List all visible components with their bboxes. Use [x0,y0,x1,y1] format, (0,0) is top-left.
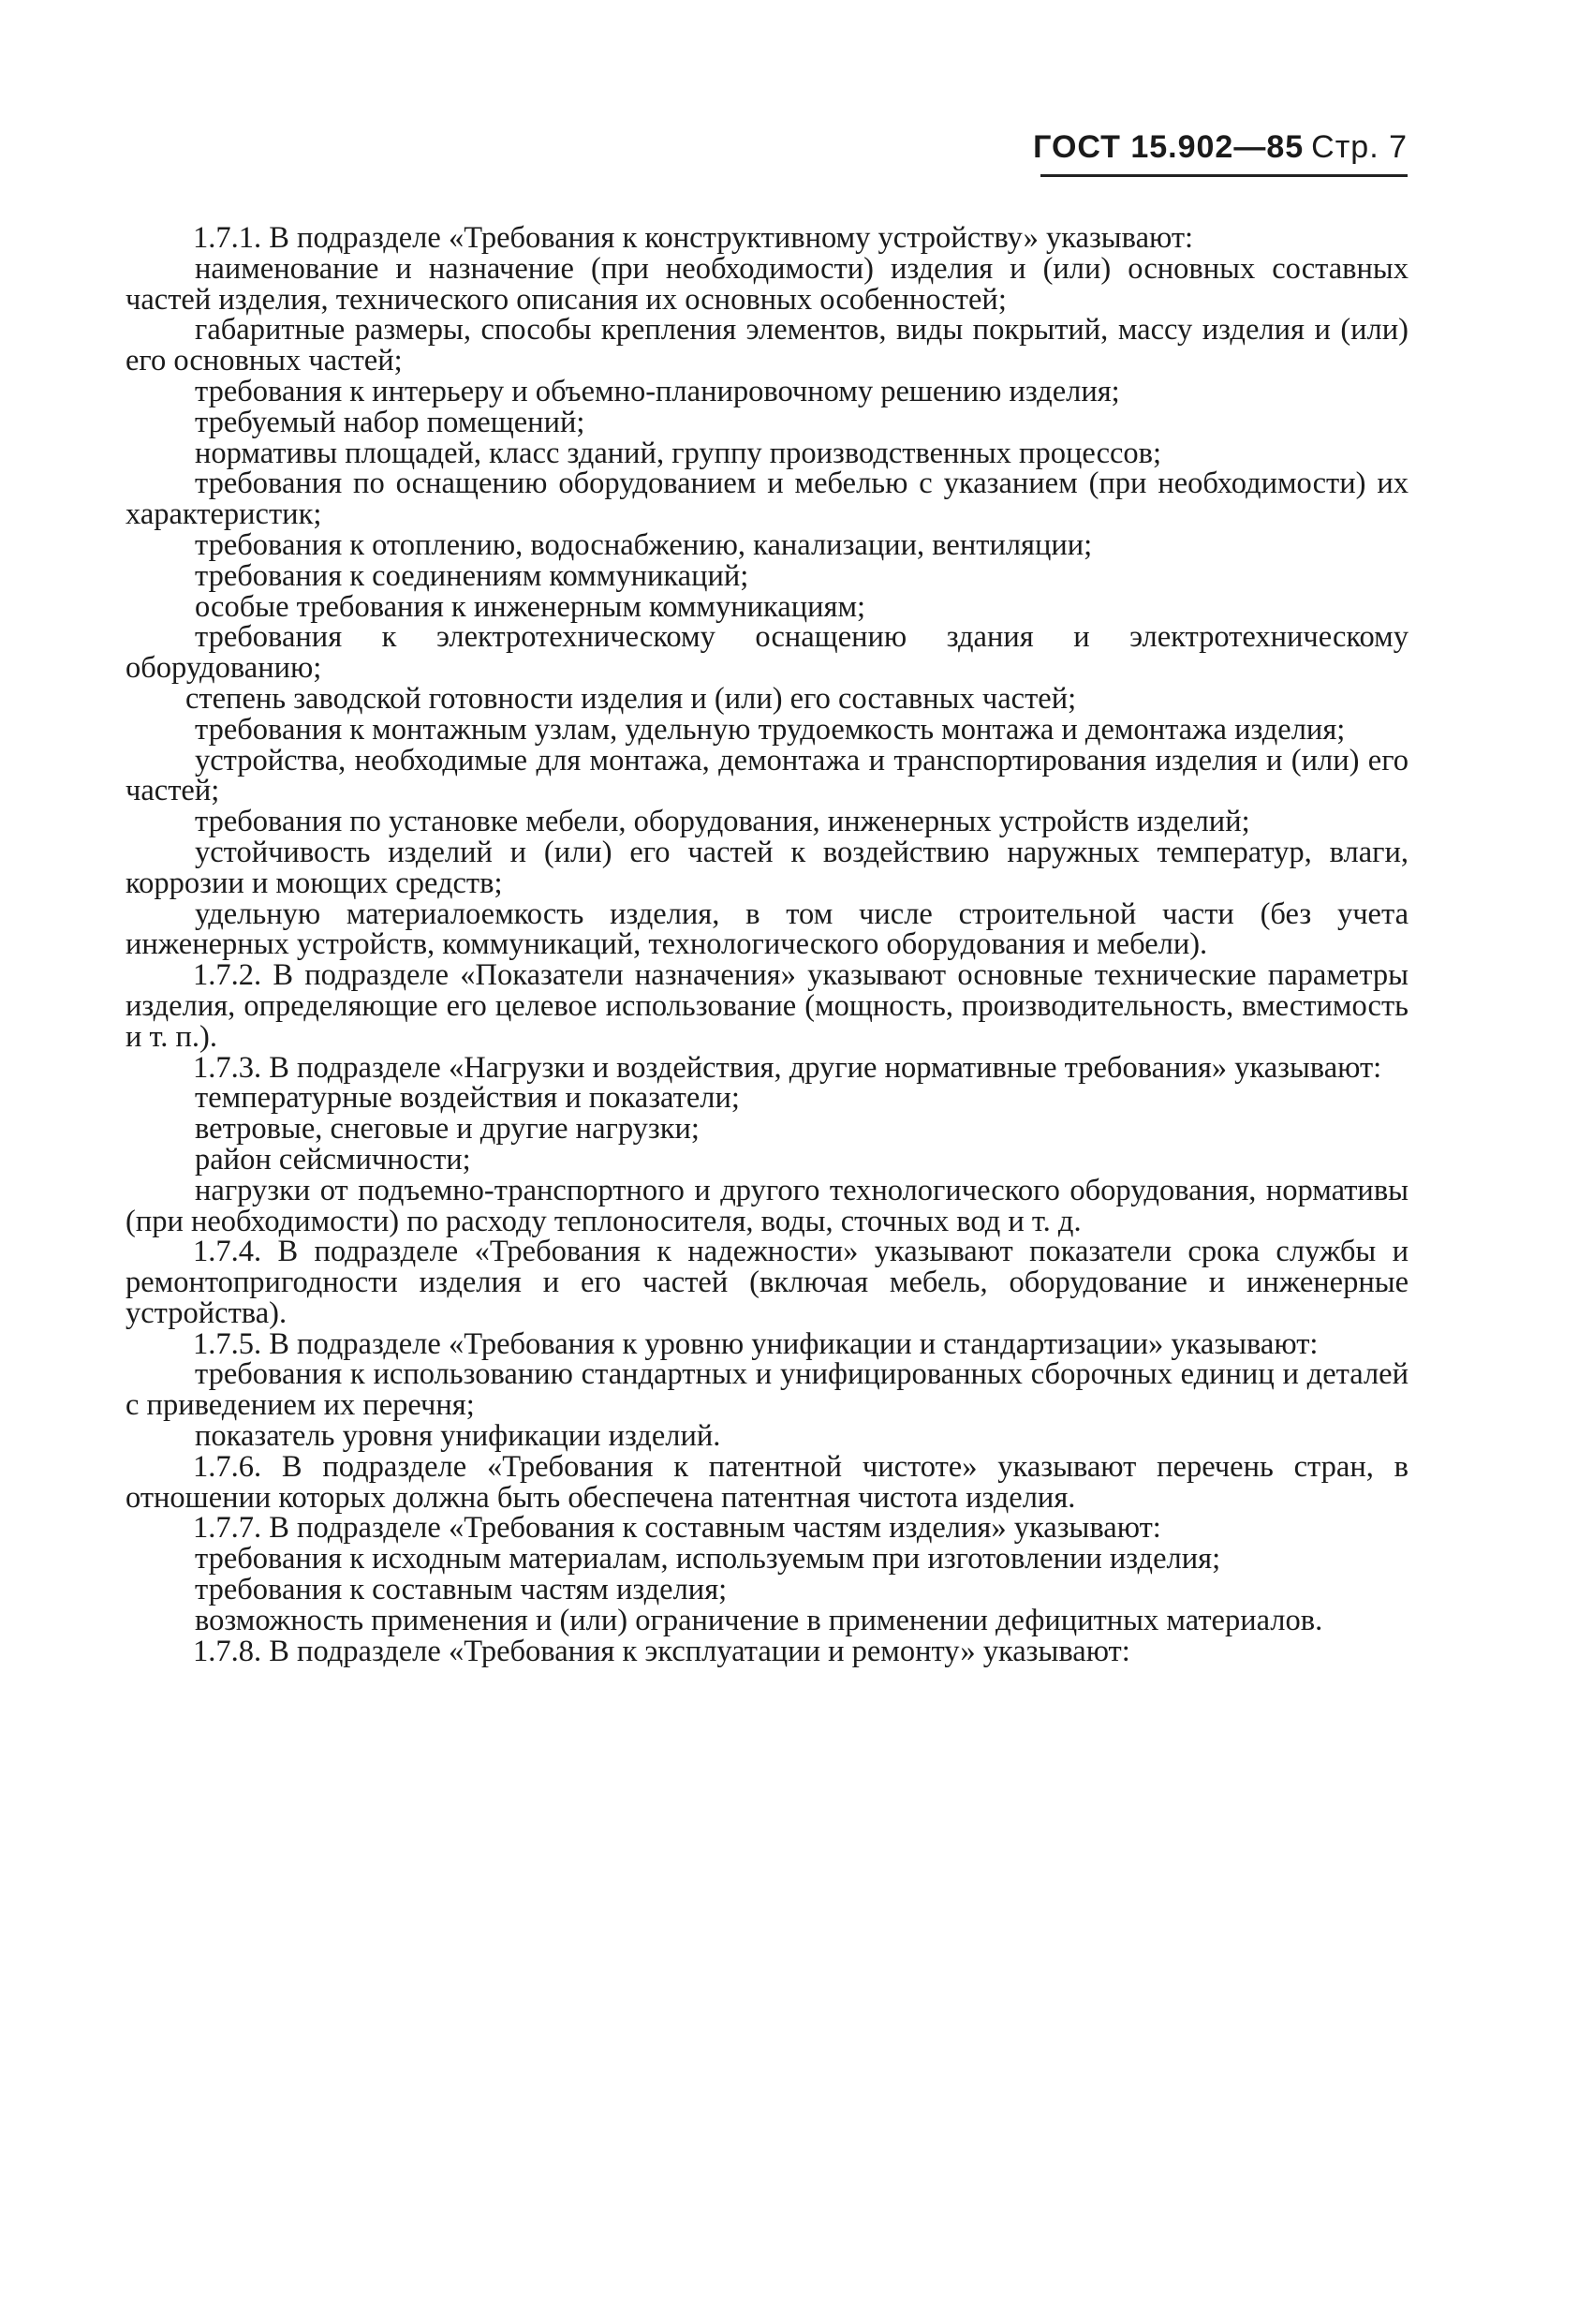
paragraph: требования по оснащению оборудованием и мебелью с указанием (при необходимости) их характеристик; [125,466,1409,532]
paragraph: 1.7.1. В подразделе «Требования к конструктивному устройству» указывают: [193,221,1194,255]
paragraph: нормативы площадей, класс зданий, группу производственных процессов; [195,436,1162,470]
paragraph: 1.7.2. В подразделе «Показатели назначения» указывают основные технические параметры изделия, определяющие его целевое использование (мощность, производительность, вместимость и т. п.). [125,958,1409,1054]
page-header [1033,129,1408,166]
paragraph: наименование и назначение (при необходимости) изделия и (или) основных составных частей изделия, технического описания их основных особенностей; [125,251,1409,317]
paragraph: габаритные размеры, способы крепления элементов, виды покрытий, массу изделия и (или) его основных частей; [125,313,1409,378]
paragraph: особые требования к инженерным коммуникациям; [195,589,866,624]
paragraph: требуемый набор помещений; [195,405,585,439]
paragraph: ветровые, снеговые и другие нагрузки; [195,1112,700,1147]
paragraph: 1.7.5. В подразделе «Требования к уровню унификации и стандартизации» указывают: [193,1326,1319,1361]
paragraph: требования к использованию стандартных и унифицированных сборочных единиц и деталей с приведением их перечня; [125,1357,1409,1423]
paragraph: показатель уровня унификации изделий. [195,1419,721,1454]
paragraph: 1.7.3. В подразделе «Нагрузки и воздействия, другие нормативные требования» указывают: [193,1050,1382,1085]
paragraph: требования к электротехническому оснащению здания и электротехническому оборудованию; [125,620,1409,686]
paragraph: требования к соединениям коммуникаций; [195,558,749,593]
paragraph: требования к интерьеру и объемно-планировочному решению изделия; [195,374,1120,408]
document-body [125,223,1409,1666]
page-number: Стр. 7 [1311,129,1408,165]
paragraph: требования к монтажным узлам, удельную трудоемкость монтажа и демонтажа изделия; [195,712,1346,747]
paragraph: степень заводской готовности изделия и (или) его составных частей; [185,681,1077,716]
paragraph: удельную материалоемкость изделия, в том числе строительной части (без учета инженерных устройств, коммуникаций, технологического оборудования и мебели). [125,896,1409,962]
paragraph: 1.7.6. В подразделе «Требования к патентной чистоте» указывают перечень стран, в отношении которых должна быть обеспечена патентная чистота изделия. [125,1449,1409,1515]
paragraph: требования к исходным материалам, используемым при изготовлении изделия; [195,1542,1221,1576]
paragraph: район сейсмичности; [195,1142,471,1177]
paragraph: возможность применения и (или) ограничение в применении дефицитных материалов. [195,1603,1323,1637]
paragraph: нагрузки от подъемно-транспортного и другого технологического оборудования, нормативы (при необходимости) по расходу теплоносителя, воды, сточных вод и т. д. [125,1173,1409,1238]
document-code: ГОСТ 15.902—85 [1033,129,1305,165]
paragraph: 1.7.8. В подразделе «Требования к эксплуатации и ремонту» указывают: [193,1634,1130,1668]
paragraph: требования по установке мебели, оборудования, инженерных устройств изделий; [195,805,1250,839]
paragraph: температурные воздействия и показатели; [195,1081,740,1116]
paragraph: устойчивость изделий и (или) его частей к воздействию наружных температур, влаги, коррозии и моющих средств; [125,835,1409,900]
header-rule [1040,174,1408,177]
paragraph: 1.7.7. В подразделе «Требования к составным частям изделия» указывают: [193,1511,1161,1546]
paragraph: требования к составным частям изделия; [195,1573,728,1607]
paragraph: требования к отоплению, водоснабжению, канализации, вентиляции; [195,527,1093,562]
paragraph: 1.7.4. В подразделе «Требования к надежности» указывают показатели срока службы и ремонтопригодности изделия и его частей (включая мебель, оборудование и инженерные устройства). [125,1235,1409,1330]
paragraph: устройства, необходимые для монтажа, демонтажа и транспортирования изделия и (или) его частей; [125,743,1409,808]
